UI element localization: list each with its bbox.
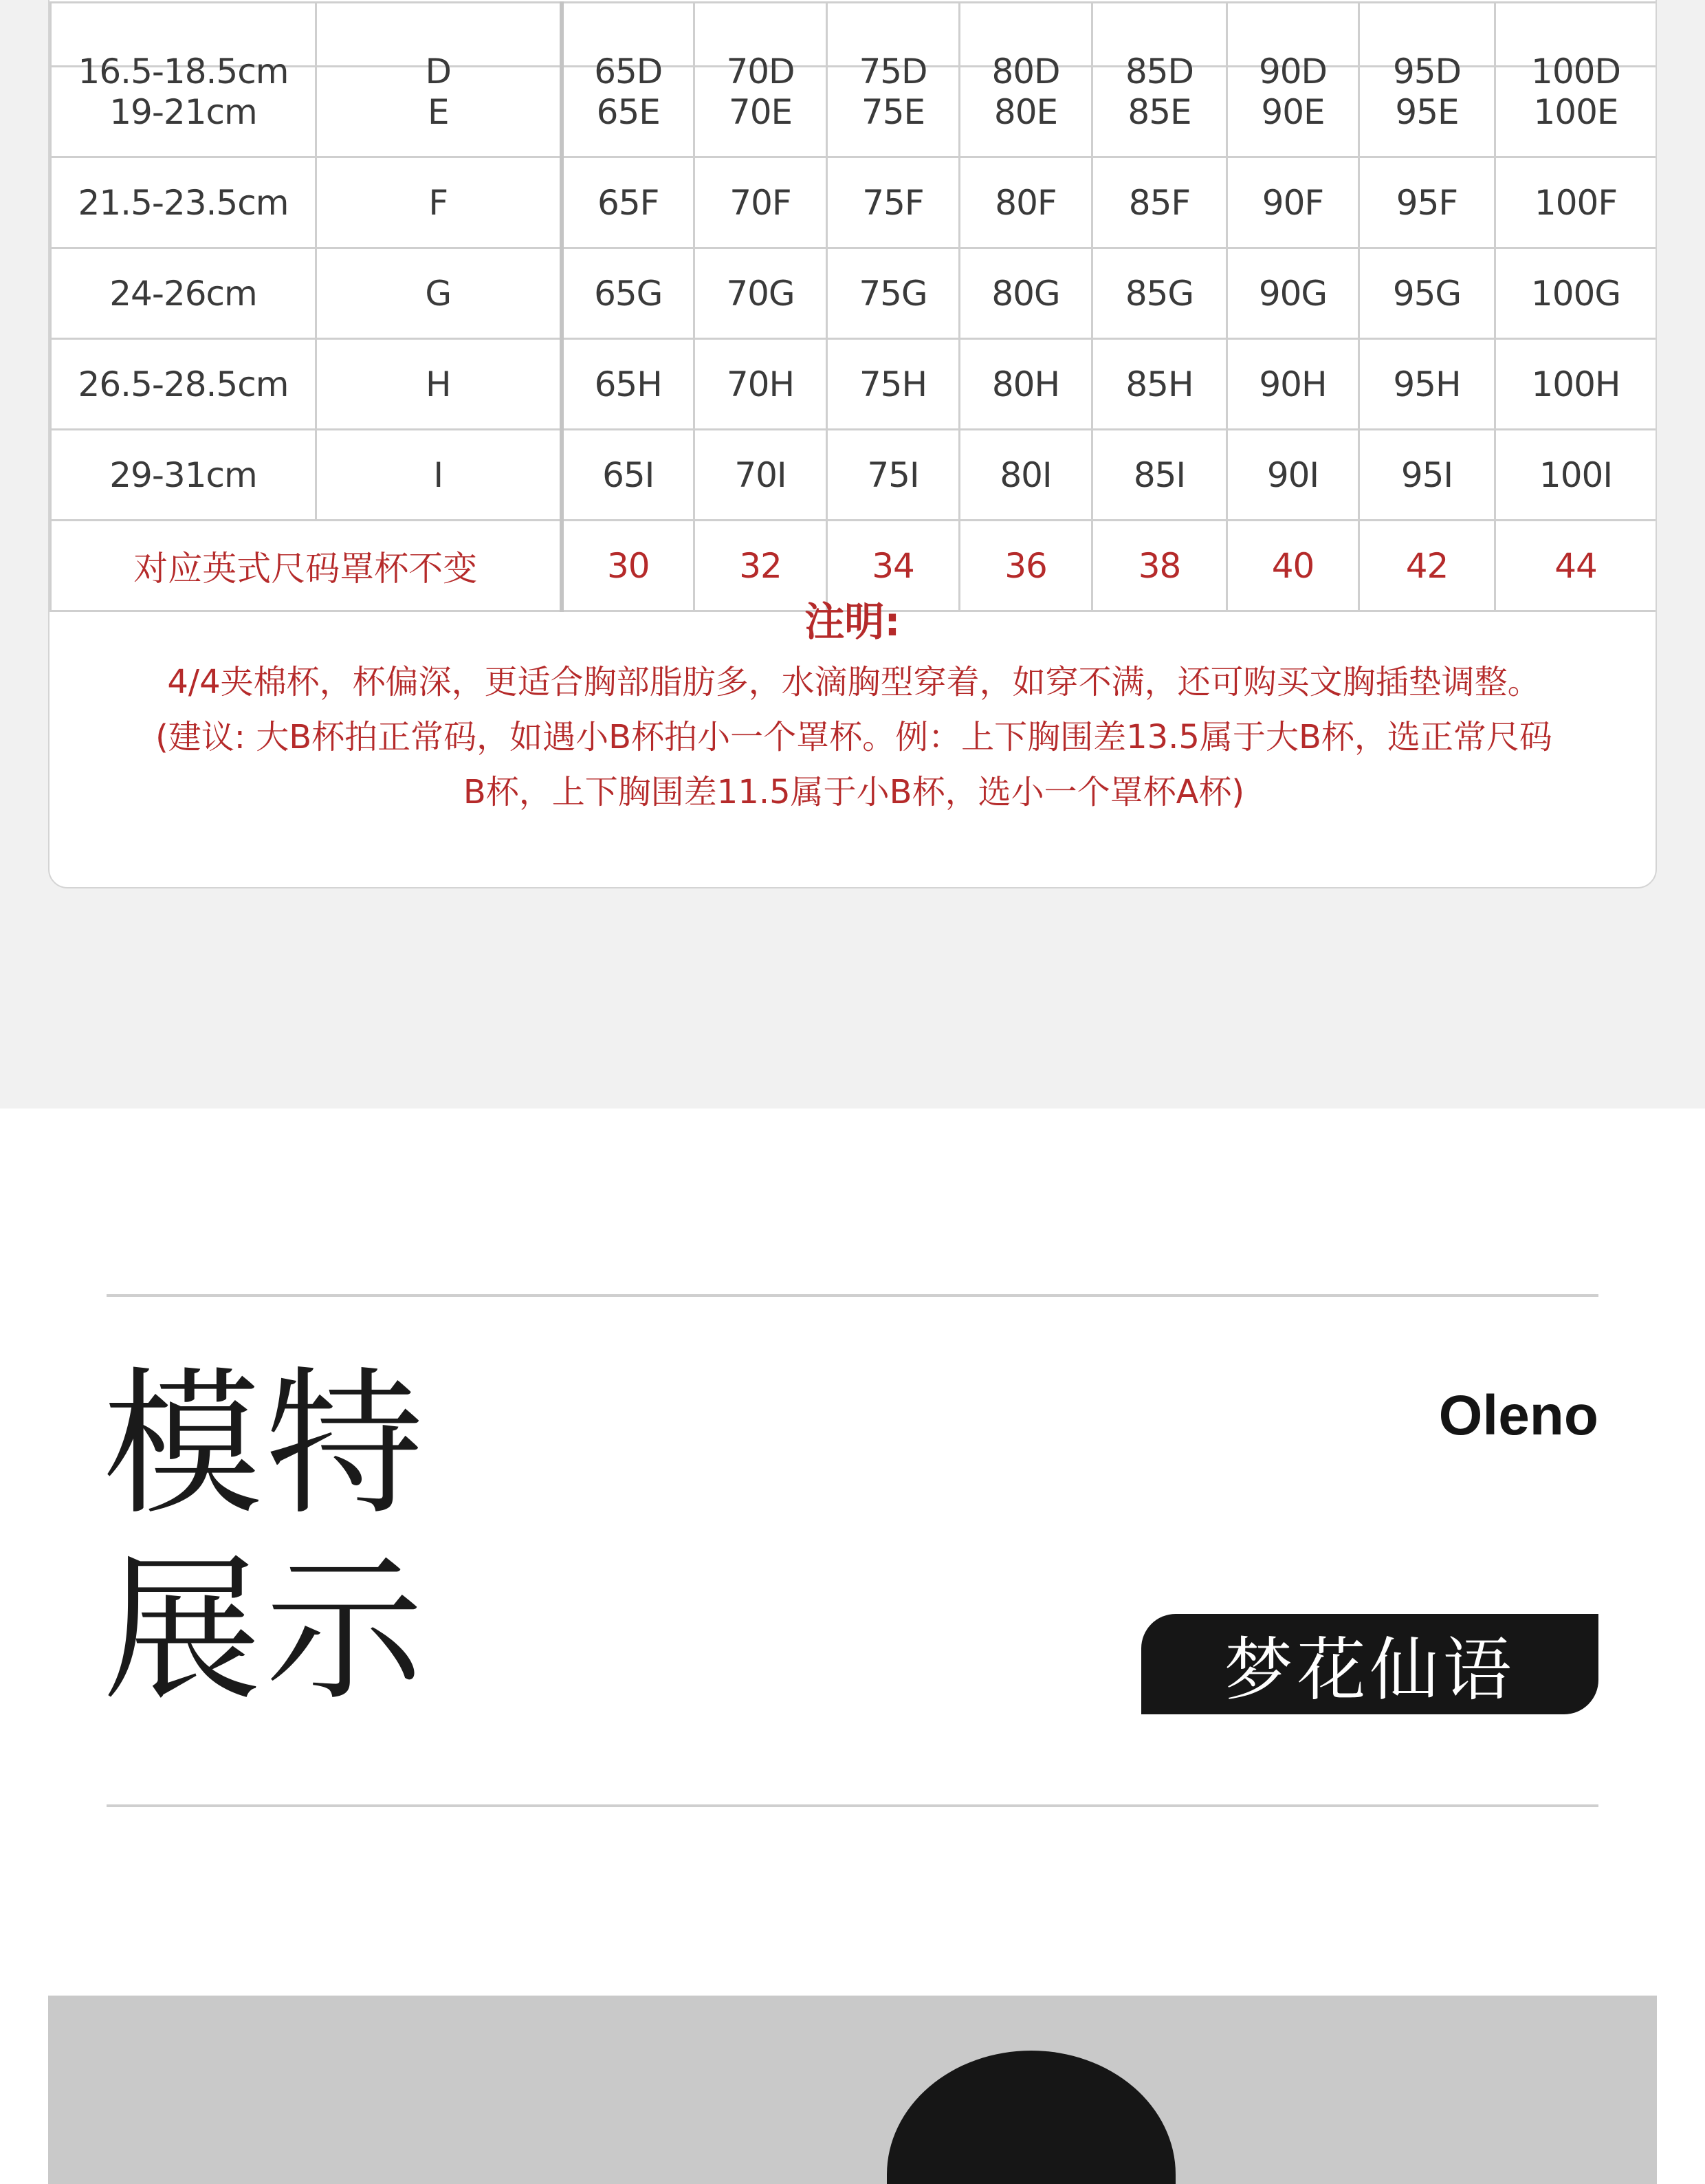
note-line: 4/4夹棉杯，杯偏深，更适合胸部脂肪多，水滴胸型穿着，如穿不满，还可购买文胸插垫调整。 [167, 663, 1541, 701]
table-cell: 85D [1092, 3, 1227, 67]
cup-cell: H [316, 339, 562, 430]
cup-cell: E [316, 67, 562, 157]
bust-difference-cell: 29-31cm [51, 430, 316, 521]
uk-size-cell: 44 [1495, 521, 1657, 611]
table-cell: 16.5-18.5cm [51, 3, 316, 67]
uk-size-cell: 42 [1359, 521, 1495, 611]
bust-difference-cell: 26.5-28.5cm [51, 339, 316, 430]
size-cell: 80E [960, 67, 1092, 157]
uk-size-cell: 40 [1227, 521, 1359, 611]
note-line: B杯，上下胸围差11.5属于小B杯，选小一个罩杯A杯) [463, 773, 1245, 811]
size-cell: 95G [1359, 248, 1495, 339]
size-cell: 80H [960, 339, 1092, 430]
cup-cell: G [316, 248, 562, 339]
size-cell: 65G [562, 248, 694, 339]
size-cell: 65H [562, 339, 694, 430]
size-cell: 90F [1227, 157, 1359, 248]
model-showcase-section [0, 1109, 1705, 2184]
table-row-partial [51, 3, 1657, 67]
section-title-line2: 展示 [103, 1539, 428, 1723]
size-cell: 90I [1227, 430, 1359, 521]
size-cell: 90E [1227, 67, 1359, 157]
section-title-line1: 模特 [103, 1353, 428, 1537]
size-cell: 80G [960, 248, 1092, 339]
cup-cell: I [316, 430, 562, 521]
size-cell: 75G [827, 248, 960, 339]
table-cell: 80D [960, 3, 1092, 67]
table-cell: D [316, 3, 562, 67]
table-row [51, 339, 1657, 430]
series-badge [1141, 1614, 1598, 1714]
size-cell: 85E [1092, 67, 1227, 157]
size-cell: 90H [1227, 339, 1359, 430]
size-cell: 70I [694, 430, 827, 521]
size-cell: 95F [1359, 157, 1495, 248]
uk-size-cell: 36 [960, 521, 1092, 611]
size-cell: 85H [1092, 339, 1227, 430]
model-hair-shape [887, 2051, 1176, 2184]
size-cell: 80F [960, 157, 1092, 248]
size-cell: 100E [1495, 67, 1657, 157]
note-line: (建议: 大B杯拍正常码，如遇小B杯拍小一个罩杯。例：上下胸围差13.5属于大B杯，选正常尺码 [155, 718, 1552, 756]
size-cell: 95I [1359, 430, 1495, 521]
table-cell: 75D [827, 3, 960, 67]
uk-size-cell: 32 [694, 521, 827, 611]
size-cell: 100G [1495, 248, 1657, 339]
note-text [63, 655, 1644, 820]
uk-size-label: 对应英式尺码罩杯不变 [51, 521, 562, 611]
size-cell: 70H [694, 339, 827, 430]
size-table [50, 1, 1657, 612]
bust-difference-cell: 21.5-23.5cm [51, 157, 316, 248]
size-cell: 65E [562, 67, 694, 157]
bust-difference-cell: 24-26cm [51, 248, 316, 339]
brand-name: Oleno [1438, 1384, 1598, 1447]
size-cell: 70G [694, 248, 827, 339]
table-cell: 95D [1359, 3, 1495, 67]
size-cell: 75H [827, 339, 960, 430]
size-chart-card [48, 0, 1657, 888]
size-cell: 75E [827, 67, 960, 157]
size-cell: 85I [1092, 430, 1227, 521]
series-badge-label: 梦花仙语 [1224, 1630, 1516, 1710]
size-cell: 75I [827, 430, 960, 521]
size-cell: 70E [694, 67, 827, 157]
uk-size-cell: 38 [1092, 521, 1227, 611]
divider-bottom [107, 1804, 1598, 1807]
bust-difference-cell: 19-21cm [51, 67, 316, 157]
size-cell: 95E [1359, 67, 1495, 157]
size-cell: 85G [1092, 248, 1227, 339]
table-row [51, 430, 1657, 521]
size-cell: 80I [960, 430, 1092, 521]
note-title: 注明: [804, 598, 901, 645]
cup-cell: F [316, 157, 562, 248]
size-cell: 100H [1495, 339, 1657, 430]
size-cell: 100F [1495, 157, 1657, 248]
size-cell: 65I [562, 430, 694, 521]
divider-top [107, 1294, 1598, 1297]
table-cell: 100D [1495, 3, 1657, 67]
model-photo [48, 1996, 1657, 2184]
table-cell: 70D [694, 3, 827, 67]
table-row [51, 157, 1657, 248]
size-cell: 90G [1227, 248, 1359, 339]
size-cell: 85F [1092, 157, 1227, 248]
size-cell: 95H [1359, 339, 1495, 430]
table-cell: 65D [562, 3, 694, 67]
uk-size-cell: 30 [562, 521, 694, 611]
table-row [51, 248, 1657, 339]
size-cell: 65F [562, 157, 694, 248]
uk-size-cell: 34 [827, 521, 960, 611]
size-cell: 100I [1495, 430, 1657, 521]
size-cell: 70F [694, 157, 827, 248]
table-cell: 90D [1227, 3, 1359, 67]
size-cell: 75F [827, 157, 960, 248]
